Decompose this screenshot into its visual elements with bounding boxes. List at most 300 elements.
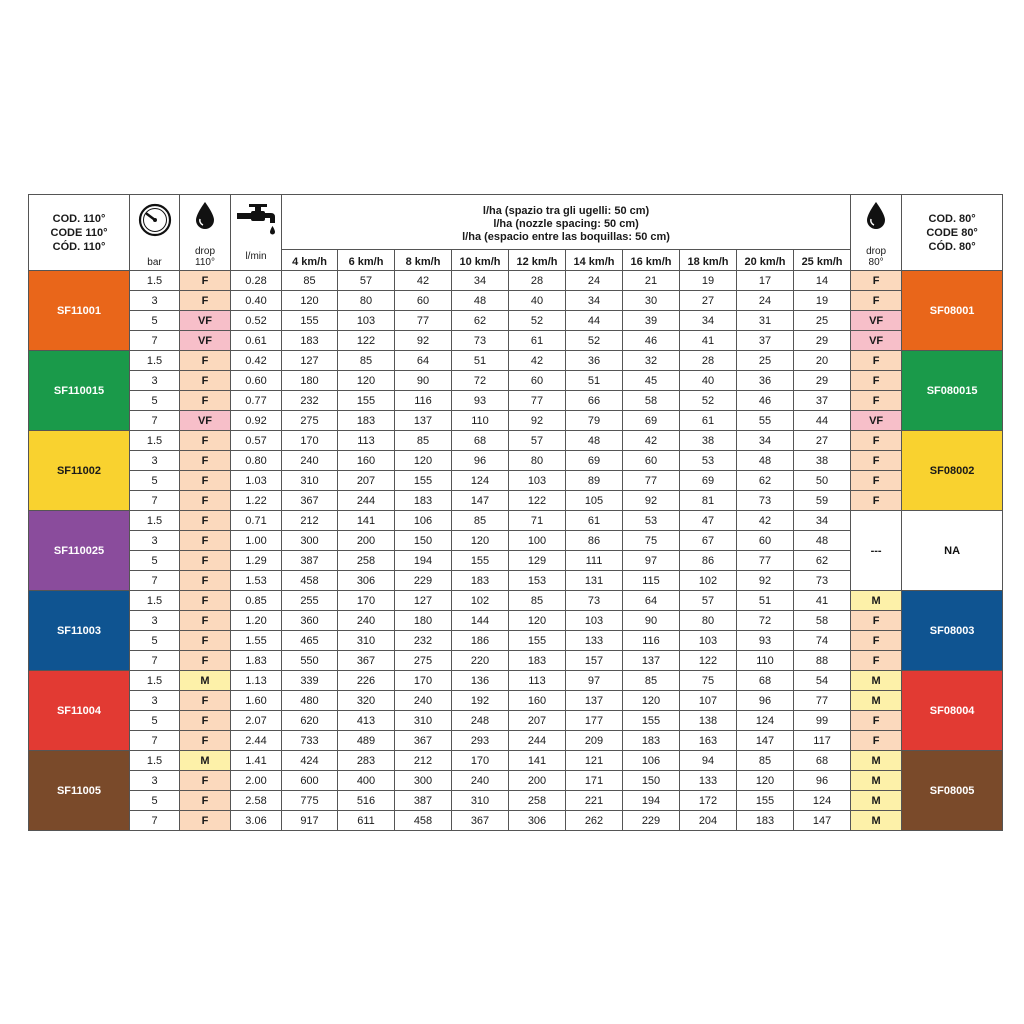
lha-value-cell: 310 (395, 711, 452, 731)
lha-value-cell: 62 (794, 551, 851, 571)
pressure-bar-cell: 1.5 (130, 671, 180, 691)
drop-80-cell: F (851, 711, 902, 731)
drop-80-cell: M (851, 671, 902, 691)
lha-value-cell: 20 (794, 351, 851, 371)
lha-value-cell: 367 (282, 491, 338, 511)
lha-value-cell: 42 (737, 511, 794, 531)
drop-110-cell: F (180, 291, 231, 311)
lha-value-cell: 155 (509, 631, 566, 651)
table-body (29, 271, 1003, 831)
drop-110-label-line2: 110° (195, 257, 215, 268)
nozzle-code-110: SF11001 (29, 271, 130, 351)
table-row (29, 351, 1003, 371)
code-110-line: CÓD. 110° (52, 240, 106, 253)
lha-value-cell: 92 (623, 491, 680, 511)
flow-lmin-cell: 0.77 (231, 391, 282, 411)
lha-value-cell: 155 (395, 471, 452, 491)
lha-value-cell: 155 (452, 551, 509, 571)
drop-110-cell: F (180, 731, 231, 751)
lha-value-cell: 92 (395, 331, 452, 351)
pressure-bar-cell: 5 (130, 631, 180, 651)
lha-value-cell: 120 (737, 771, 794, 791)
lha-value-cell: 192 (452, 691, 509, 711)
lha-value-cell: 103 (338, 311, 395, 331)
lha-note: (nozzle spacing: 50 cm) (512, 217, 639, 230)
lha-value-cell: 34 (566, 291, 623, 311)
drop-110-cell: F (180, 371, 231, 391)
lha-value-cell: 226 (338, 671, 395, 691)
table-row (29, 431, 1003, 451)
table-row (29, 651, 1003, 671)
lha-value-cell: 120 (282, 291, 338, 311)
lha-value-cell: 110 (737, 651, 794, 671)
lha-value-cell: 103 (566, 611, 623, 631)
flow-label: l/min (245, 251, 267, 262)
drop-80-cell: M (851, 751, 902, 771)
flow-lmin-cell: 0.71 (231, 511, 282, 531)
lha-value-cell: 48 (794, 531, 851, 551)
lha-value-cell: 170 (452, 751, 509, 771)
table-row (29, 451, 1003, 471)
drop-110-cell: VF (180, 331, 231, 351)
lha-value-cell: 122 (509, 491, 566, 511)
lha-value-cell: 46 (737, 391, 794, 411)
pressure-bar-cell: 1.5 (130, 511, 180, 531)
flow-lmin-cell: 1.13 (231, 671, 282, 691)
nozzle-code-80: SF08003 (902, 591, 1003, 671)
lha-note: (spazio tra gli ugelli: 50 cm) (501, 204, 650, 217)
lha-value-cell: 68 (452, 431, 509, 451)
lha-value-cell: 275 (282, 411, 338, 431)
lha-value-cell: 232 (282, 391, 338, 411)
flow-lmin-cell: 0.80 (231, 451, 282, 471)
lha-value-cell: 37 (737, 331, 794, 351)
lha-value-cell: 24 (566, 271, 623, 291)
speed-header: 25 km/h (794, 250, 851, 271)
code-80-line: CODE 80° (926, 226, 978, 239)
pressure-bar-cell: 1.5 (130, 591, 180, 611)
pressure-bar-cell: 3 (130, 451, 180, 471)
lha-value-cell: 85 (282, 271, 338, 291)
lha-value-cell: 19 (794, 291, 851, 311)
lha-value-cell: 105 (566, 491, 623, 511)
drop-110-cell: F (180, 351, 231, 371)
lha-value-cell: 367 (338, 651, 395, 671)
drop-80-header (851, 195, 902, 271)
flow-lmin-cell: 0.40 (231, 291, 282, 311)
table-row (29, 631, 1003, 651)
lha-value-cell: 75 (623, 531, 680, 551)
pressure-bar-cell: 3 (130, 611, 180, 631)
lha-value-cell: 27 (794, 431, 851, 451)
nozzle-code-110: SF11004 (29, 671, 130, 751)
lha-value-cell: 133 (566, 631, 623, 651)
lha-value-cell: 79 (566, 411, 623, 431)
pressure-bar-cell: 3 (130, 371, 180, 391)
drop-80-cell: M (851, 771, 902, 791)
lha-value-cell: 147 (737, 731, 794, 751)
pressure-bar-cell: 7 (130, 491, 180, 511)
lha-value-cell: 100 (509, 531, 566, 551)
pressure-bar-cell: 7 (130, 331, 180, 351)
lha-value-cell: 53 (623, 511, 680, 531)
lha-value-cell: 244 (509, 731, 566, 751)
lha-value-cell: 85 (623, 671, 680, 691)
lha-value-cell: 258 (509, 791, 566, 811)
lha-value-cell: 180 (282, 371, 338, 391)
flow-lmin-cell: 3.06 (231, 811, 282, 831)
lha-value-cell: 387 (282, 551, 338, 571)
drop-80-cell: M (851, 691, 902, 711)
water-drop-icon (194, 201, 216, 231)
lha-header (282, 195, 851, 250)
lha-value-cell: 54 (794, 671, 851, 691)
lha-value-cell: 92 (737, 571, 794, 591)
lha-value-cell: 240 (282, 451, 338, 471)
drop-80-label (851, 246, 901, 268)
drop-80-cell: F (851, 291, 902, 311)
lha-value-cell: 458 (282, 571, 338, 591)
nozzle-code-80: SF08005 (902, 751, 1003, 831)
drop-80-cell: VF (851, 411, 902, 431)
drop-80-cell: F (851, 431, 902, 451)
lha-value-cell: 57 (509, 431, 566, 451)
lha-value-cell: 136 (452, 671, 509, 691)
lha-value-cell: 293 (452, 731, 509, 751)
drop-80-cell: M (851, 791, 902, 811)
flow-lmin-cell: 0.60 (231, 371, 282, 391)
lha-value-cell: 62 (737, 471, 794, 491)
table-row (29, 611, 1003, 631)
lha-value-cell: 400 (338, 771, 395, 791)
lha-value-cell: 72 (737, 611, 794, 631)
lha-value-cell: 300 (395, 771, 452, 791)
lha-value-cell: 600 (282, 771, 338, 791)
lha-value-cell: 183 (737, 811, 794, 831)
lha-value-cell: 124 (452, 471, 509, 491)
lha-value-cell: 58 (623, 391, 680, 411)
pressure-bar-cell: 5 (130, 391, 180, 411)
lha-value-cell: 170 (338, 591, 395, 611)
drop-110-cell: F (180, 611, 231, 631)
lha-value-cell: 113 (338, 431, 395, 451)
lha-value-cell: 41 (680, 331, 737, 351)
pressure-bar-cell: 1.5 (130, 751, 180, 771)
lha-value-cell: 96 (452, 451, 509, 471)
table-row (29, 791, 1003, 811)
lha-value-cell: 81 (680, 491, 737, 511)
table-row (29, 391, 1003, 411)
lha-value-cell: 73 (566, 591, 623, 611)
lha-value-cell: 775 (282, 791, 338, 811)
pressure-bar-cell: 5 (130, 711, 180, 731)
flow-lmin-cell: 2.07 (231, 711, 282, 731)
lha-value-cell: 25 (794, 311, 851, 331)
drop-80-cell: F (851, 271, 902, 291)
drop-80-cell: F (851, 451, 902, 471)
lha-value-cell: 90 (623, 611, 680, 631)
drop-80-cell: F (851, 611, 902, 631)
lha-value-cell: 85 (737, 751, 794, 771)
table-row (29, 751, 1003, 771)
lha-value-cell: 283 (338, 751, 395, 771)
lha-value-cell: 232 (395, 631, 452, 651)
nozzle-code-80: SF08004 (902, 671, 1003, 751)
flow-lmin-cell: 0.85 (231, 591, 282, 611)
lha-value-cell: 480 (282, 691, 338, 711)
lha-unit: l/ha (493, 217, 513, 230)
drop-110-cell: F (180, 511, 231, 531)
table-row (29, 491, 1003, 511)
lha-value-cell: 310 (452, 791, 509, 811)
lha-value-cell: 36 (737, 371, 794, 391)
drop-80-cell: F (851, 491, 902, 511)
lha-value-cell: 60 (623, 451, 680, 471)
lha-value-cell: 36 (566, 351, 623, 371)
lha-value-cell: 550 (282, 651, 338, 671)
lha-value-cell: 51 (566, 371, 623, 391)
lha-value-cell: 45 (623, 371, 680, 391)
lha-value-cell: 69 (566, 451, 623, 471)
flow-lmin-cell: 2.44 (231, 731, 282, 751)
lha-value-cell: 131 (566, 571, 623, 591)
flow-header (231, 195, 282, 271)
lha-value-cell: 124 (794, 791, 851, 811)
nozzle-code-110: SF110015 (29, 351, 130, 431)
drop-80-cell: --- (851, 511, 902, 591)
drop-80-cell: F (851, 651, 902, 671)
nozzle-flow-table (28, 194, 1003, 831)
code-80-line: COD. 80° (928, 212, 976, 225)
lha-value-cell: 59 (794, 491, 851, 511)
lha-value-cell: 62 (452, 311, 509, 331)
lha-value-cell: 306 (338, 571, 395, 591)
lha-value-cell: 147 (794, 811, 851, 831)
lha-value-cell: 73 (452, 331, 509, 351)
lha-value-cell: 155 (282, 311, 338, 331)
lha-value-cell: 133 (680, 771, 737, 791)
nozzle-code-110: SF110025 (29, 511, 130, 591)
lha-value-cell: 183 (623, 731, 680, 751)
drop-110-cell: F (180, 791, 231, 811)
lha-value-cell: 141 (509, 751, 566, 771)
lha-value-cell: 42 (623, 431, 680, 451)
drop-110-cell: F (180, 471, 231, 491)
lha-value-cell: 171 (566, 771, 623, 791)
nozzle-code-110: SF11003 (29, 591, 130, 671)
lha-value-cell: 120 (509, 611, 566, 631)
lha-value-cell: 99 (794, 711, 851, 731)
lha-value-cell: 40 (509, 291, 566, 311)
lha-value-cell: 111 (566, 551, 623, 571)
flow-lmin-cell: 1.41 (231, 751, 282, 771)
lha-unit: l/ha (462, 230, 482, 243)
nozzle-code-80: SF08001 (902, 271, 1003, 351)
lha-value-cell: 117 (794, 731, 851, 751)
water-tap-icon (235, 203, 277, 237)
lha-value-cell: 137 (623, 651, 680, 671)
lha-value-cell: 458 (395, 811, 452, 831)
lha-value-cell: 32 (623, 351, 680, 371)
lha-value-cell: 141 (338, 511, 395, 531)
lha-value-cell: 129 (509, 551, 566, 571)
drop-110-cell: F (180, 651, 231, 671)
lha-value-cell: 137 (395, 411, 452, 431)
pressure-bar-cell: 5 (130, 311, 180, 331)
flow-lmin-cell: 1.20 (231, 611, 282, 631)
pressure-bar-cell: 3 (130, 531, 180, 551)
pressure-bar-cell: 1.5 (130, 271, 180, 291)
lha-value-cell: 300 (282, 531, 338, 551)
pressure-bar-cell: 7 (130, 411, 180, 431)
lha-value-cell: 240 (338, 611, 395, 631)
pressure-bar-cell: 3 (130, 691, 180, 711)
lha-value-cell: 77 (737, 551, 794, 571)
lha-value-cell: 94 (680, 751, 737, 771)
lha-value-cell: 121 (566, 751, 623, 771)
lha-value-cell: 170 (395, 671, 452, 691)
lha-value-cell: 52 (566, 331, 623, 351)
lha-value-cell: 160 (509, 691, 566, 711)
lha-value-cell: 157 (566, 651, 623, 671)
speed-header: 18 km/h (680, 250, 737, 271)
flow-lmin-cell: 2.00 (231, 771, 282, 791)
lha-value-cell: 120 (395, 451, 452, 471)
lha-value-cell: 21 (623, 271, 680, 291)
drop-110-cell: VF (180, 411, 231, 431)
lha-value-cell: 310 (338, 631, 395, 651)
nozzle-code-110: SF11005 (29, 751, 130, 831)
lha-value-cell: 465 (282, 631, 338, 651)
lha-value-cell: 212 (395, 751, 452, 771)
table-row (29, 511, 1003, 531)
drop-80-label-line2: 80° (868, 257, 884, 268)
lha-value-cell: 71 (509, 511, 566, 531)
lha-value-cell: 229 (623, 811, 680, 831)
lha-value-cell: 96 (794, 771, 851, 791)
lha-value-cell: 255 (282, 591, 338, 611)
flow-lmin-cell: 1.03 (231, 471, 282, 491)
pressure-bar-cell: 1.5 (130, 431, 180, 451)
lha-value-cell: 30 (623, 291, 680, 311)
drop-110-label-line1: drop (194, 246, 215, 257)
lha-value-cell: 80 (509, 451, 566, 471)
lha-value-cell: 48 (737, 451, 794, 471)
flow-lmin-cell: 0.28 (231, 271, 282, 291)
table-row (29, 811, 1003, 831)
lha-value-cell: 34 (737, 431, 794, 451)
drop-110-cell: F (180, 491, 231, 511)
flow-lmin-cell: 0.57 (231, 431, 282, 451)
lha-line-3 (282, 231, 850, 244)
lha-value-cell: 73 (794, 571, 851, 591)
lha-value-cell: 68 (794, 751, 851, 771)
lha-value-cell: 85 (338, 351, 395, 371)
table-row (29, 691, 1003, 711)
table-row (29, 311, 1003, 331)
lha-value-cell: 153 (509, 571, 566, 591)
lha-value-cell: 97 (566, 671, 623, 691)
lha-value-cell: 163 (680, 731, 737, 751)
drop-110-label (180, 246, 230, 268)
lha-value-cell: 34 (794, 511, 851, 531)
lha-value-cell: 306 (509, 811, 566, 831)
lha-value-cell: 29 (794, 371, 851, 391)
lha-value-cell: 64 (395, 351, 452, 371)
lha-value-cell: 367 (452, 811, 509, 831)
lha-value-cell: 183 (338, 411, 395, 431)
drop-110-cell: VF (180, 311, 231, 331)
table-row (29, 331, 1003, 351)
speed-header: 4 km/h (282, 250, 338, 271)
lha-value-cell: 97 (623, 551, 680, 571)
lha-value-cell: 240 (452, 771, 509, 791)
lha-value-cell: 116 (395, 391, 452, 411)
lha-value-cell: 27 (680, 291, 737, 311)
lha-value-cell: 115 (623, 571, 680, 591)
lha-unit: l/ha (482, 204, 502, 217)
table-row (29, 471, 1003, 491)
code-80-header (902, 195, 1003, 271)
lha-value-cell: 57 (338, 271, 395, 291)
lha-value-cell: 51 (452, 351, 509, 371)
drop-110-cell: F (180, 691, 231, 711)
lha-value-cell: 77 (623, 471, 680, 491)
lha-value-cell: 122 (680, 651, 737, 671)
lha-value-cell: 489 (338, 731, 395, 751)
lha-value-cell: 66 (566, 391, 623, 411)
lha-value-cell: 209 (566, 731, 623, 751)
flow-lmin-cell: 0.61 (231, 331, 282, 351)
flow-lmin-cell: 1.60 (231, 691, 282, 711)
speed-header: 6 km/h (338, 250, 395, 271)
lha-value-cell: 177 (566, 711, 623, 731)
nozzle-code-80: SF08002 (902, 431, 1003, 511)
lha-value-cell: 88 (794, 651, 851, 671)
table-row (29, 591, 1003, 611)
lha-value-cell: 113 (509, 671, 566, 691)
table-row (29, 731, 1003, 751)
lha-value-cell: 106 (623, 751, 680, 771)
lha-value-cell: 183 (395, 491, 452, 511)
lha-value-cell: 155 (338, 391, 395, 411)
flow-lmin-cell: 1.00 (231, 531, 282, 551)
lha-value-cell: 25 (737, 351, 794, 371)
pressure-bar-cell: 3 (130, 291, 180, 311)
lha-value-cell: 120 (338, 371, 395, 391)
nozzle-code-80: NA (902, 511, 1003, 591)
lha-value-cell: 275 (395, 651, 452, 671)
lha-value-cell: 244 (338, 491, 395, 511)
drop-110-cell: F (180, 571, 231, 591)
lha-value-cell: 917 (282, 811, 338, 831)
lha-value-cell: 183 (509, 651, 566, 671)
lha-value-cell: 52 (509, 311, 566, 331)
lha-value-cell: 61 (680, 411, 737, 431)
lha-value-cell: 127 (395, 591, 452, 611)
flow-lmin-cell: 1.83 (231, 651, 282, 671)
lha-value-cell: 220 (452, 651, 509, 671)
drop-80-cell: VF (851, 311, 902, 331)
lha-value-cell: 155 (737, 791, 794, 811)
drop-80-cell: F (851, 391, 902, 411)
lha-value-cell: 138 (680, 711, 737, 731)
pressure-bar-cell: 3 (130, 771, 180, 791)
pressure-gauge-icon (138, 203, 172, 237)
lha-value-cell: 68 (737, 671, 794, 691)
lha-value-cell: 248 (452, 711, 509, 731)
code-110-line: COD. 110° (52, 212, 106, 225)
